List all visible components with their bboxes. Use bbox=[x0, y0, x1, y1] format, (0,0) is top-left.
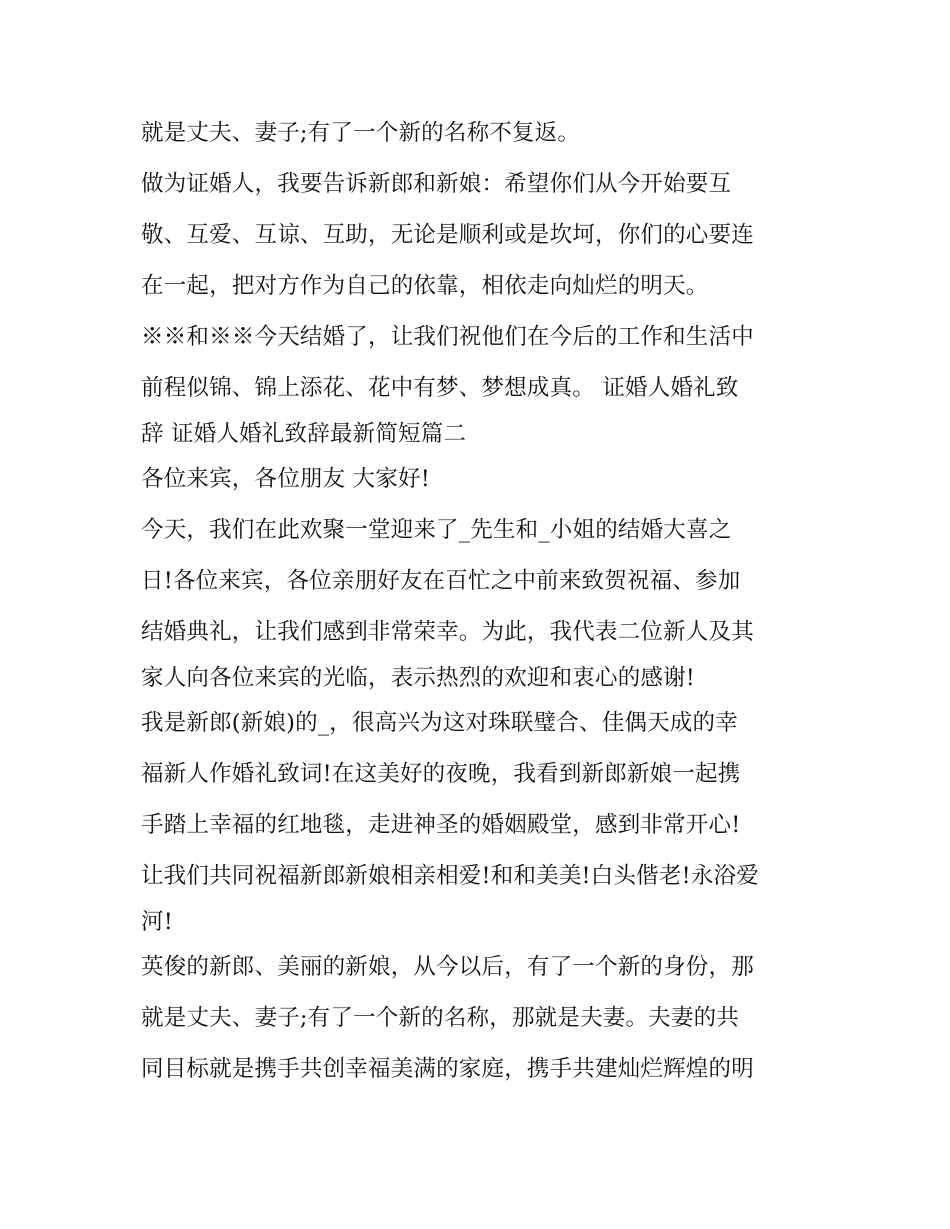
text-line: 我是新郎(新娘)的_，很高兴为这对珠联璧合、佳偶天成的幸 bbox=[141, 710, 738, 736]
text-line: 英俊的新郎、美丽的新娘，从今以后，有了一个新的身份，那 bbox=[141, 954, 754, 980]
text-line: 结婚典礼，让我们感到非常荣幸。为此，我代表二位新人及其 bbox=[141, 619, 754, 645]
text-line: 日!各位来宾，各位亲朋好友在百忙之中前来致贺祝福、参加 bbox=[141, 568, 741, 594]
text-line: 让我们共同祝福新郎新娘相亲相爱!和和美美!白头偕老!永浴爱 bbox=[141, 863, 759, 889]
text-line: 同目标就是携手共创幸福美满的家庭，携手共建灿烂辉煌的明 bbox=[141, 1056, 754, 1082]
text-line: 河! bbox=[141, 909, 173, 935]
text-line: 福新人作婚礼致词!在这美好的夜晚，我看到新郎新娘一起携 bbox=[141, 761, 741, 787]
text-line: 前程似锦、锦上添花、花中有梦、梦想成真。 证婚人婚礼致 bbox=[141, 375, 739, 401]
text-line: 做为证婚人，我要告诉新郎和新娘：希望你们从今开始要互 bbox=[141, 171, 732, 197]
greeting-line: 各位来宾，各位朋友 大家好! bbox=[141, 466, 430, 492]
text-line: 今天，我们在此欢聚一堂迎来了_先生和_小姐的结婚大喜之 bbox=[141, 517, 732, 543]
text-line: 手踏上幸福的红地毯，走进神圣的婚姻殿堂，感到非常开心! bbox=[141, 812, 741, 838]
document-body bbox=[141, 108, 821, 1095]
text-line: 在一起，把对方作为自己的依靠，相依走向灿烂的明天。 bbox=[141, 273, 709, 299]
section-heading: 辞 证婚人婚礼致辞最新简短篇二 bbox=[141, 421, 467, 447]
text-line: 就是丈夫、妻子;有了一个新的名称，那就是夫妻。夫妻的共 bbox=[141, 1005, 739, 1031]
text-line: 敬、互爱、互谅、互助，无论是顺利或是坎坷，你们的心要连 bbox=[141, 222, 754, 248]
text-line: 就是丈夫、妻子;有了一个新的名称不复返。 bbox=[141, 120, 581, 146]
text-line: 家人向各位来宾的光临，表示热烈的欢迎和衷心的感谢! bbox=[141, 665, 696, 691]
text-line: ※※和※※今天结婚了，让我们祝他们在今后的工作和生活中 bbox=[141, 324, 754, 350]
